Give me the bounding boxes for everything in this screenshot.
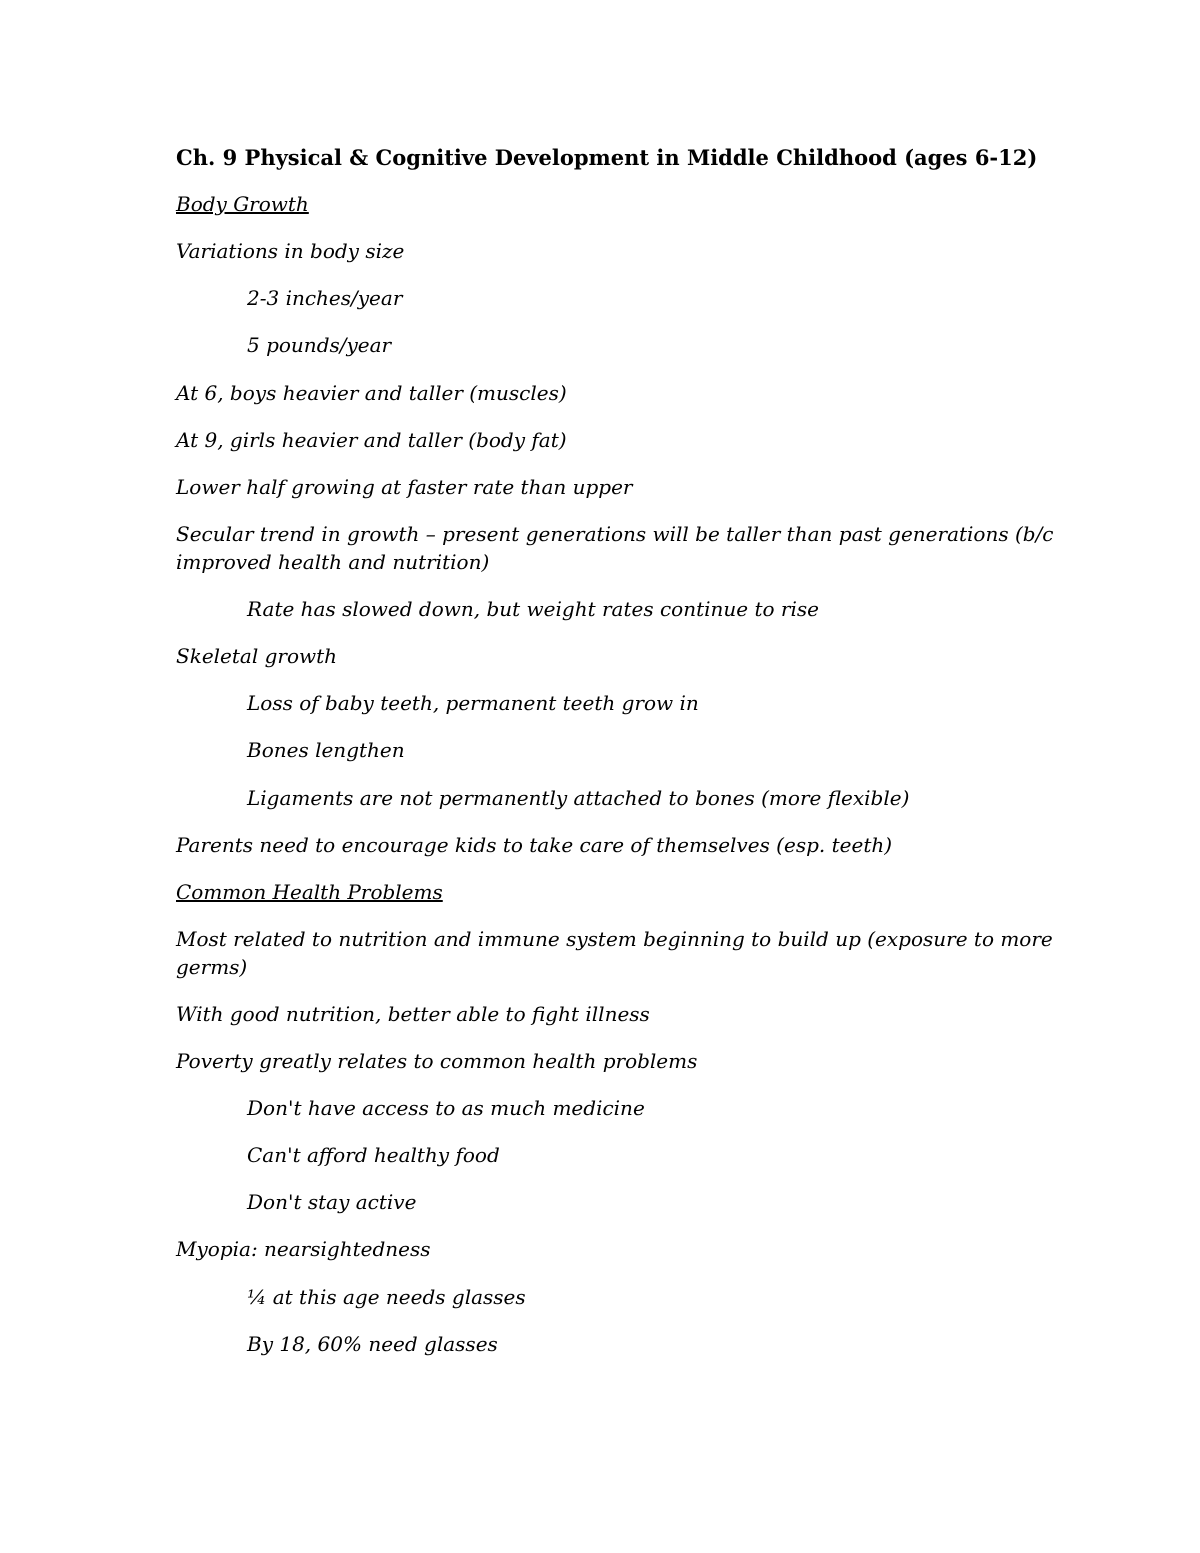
note-line: At 6, boys heavier and taller (muscles) — [176, 381, 567, 405]
section-heading-body-growth: Body Growth — [176, 192, 309, 216]
note-line: At 9, girls heavier and taller (body fat) — [176, 428, 567, 452]
note-line: Myopia: nearsightedness — [176, 1237, 431, 1261]
note-line-indented: 2-3 inches/year — [247, 286, 403, 310]
note-line: Skeletal growth — [176, 644, 338, 668]
note-line: Parents need to encourage kids to take care of themselves (esp. teeth) — [176, 833, 893, 857]
note-line-indented: Can't afford healthy food — [247, 1143, 500, 1167]
note-line-indented: By 18, 60% need glasses — [247, 1332, 498, 1356]
note-line-indented: Rate has slowed down, but weight rates continue to rise — [247, 597, 819, 621]
note-line: Most related to nutrition and immune system beginning to build up (exposure to more germs) — [176, 927, 1053, 979]
note-line-indented: 5 pounds/year — [247, 333, 392, 357]
note-line-indented: ¼ at this age needs glasses — [247, 1285, 526, 1309]
note-line-indented: Don't have access to as much medicine — [247, 1096, 645, 1120]
note-line: Lower half growing at faster rate than upper — [176, 475, 633, 499]
section-heading-common-health-problems: Common Health Problems — [176, 880, 443, 904]
note-line: Variations in body size — [176, 239, 405, 263]
note-line: With good nutrition, better able to fight illness — [176, 1002, 650, 1026]
document-title: Ch. 9 Physical & Cognitive Development in Middle Childhood (ages 6-12) — [176, 145, 1038, 170]
note-line: Poverty greatly relates to common health problems — [176, 1049, 698, 1073]
note-line: Secular trend in growth – present generations will be taller than past generations (b/c improved health and nutrition) — [176, 522, 1054, 574]
note-line-indented: Bones lengthen — [247, 738, 405, 762]
note-line-indented: Don't stay active — [247, 1190, 417, 1214]
note-line-indented: Ligaments are not permanently attached to bones (more flexible) — [247, 786, 910, 810]
note-line-indented: Loss of baby teeth, permanent teeth grow in — [247, 691, 699, 715]
